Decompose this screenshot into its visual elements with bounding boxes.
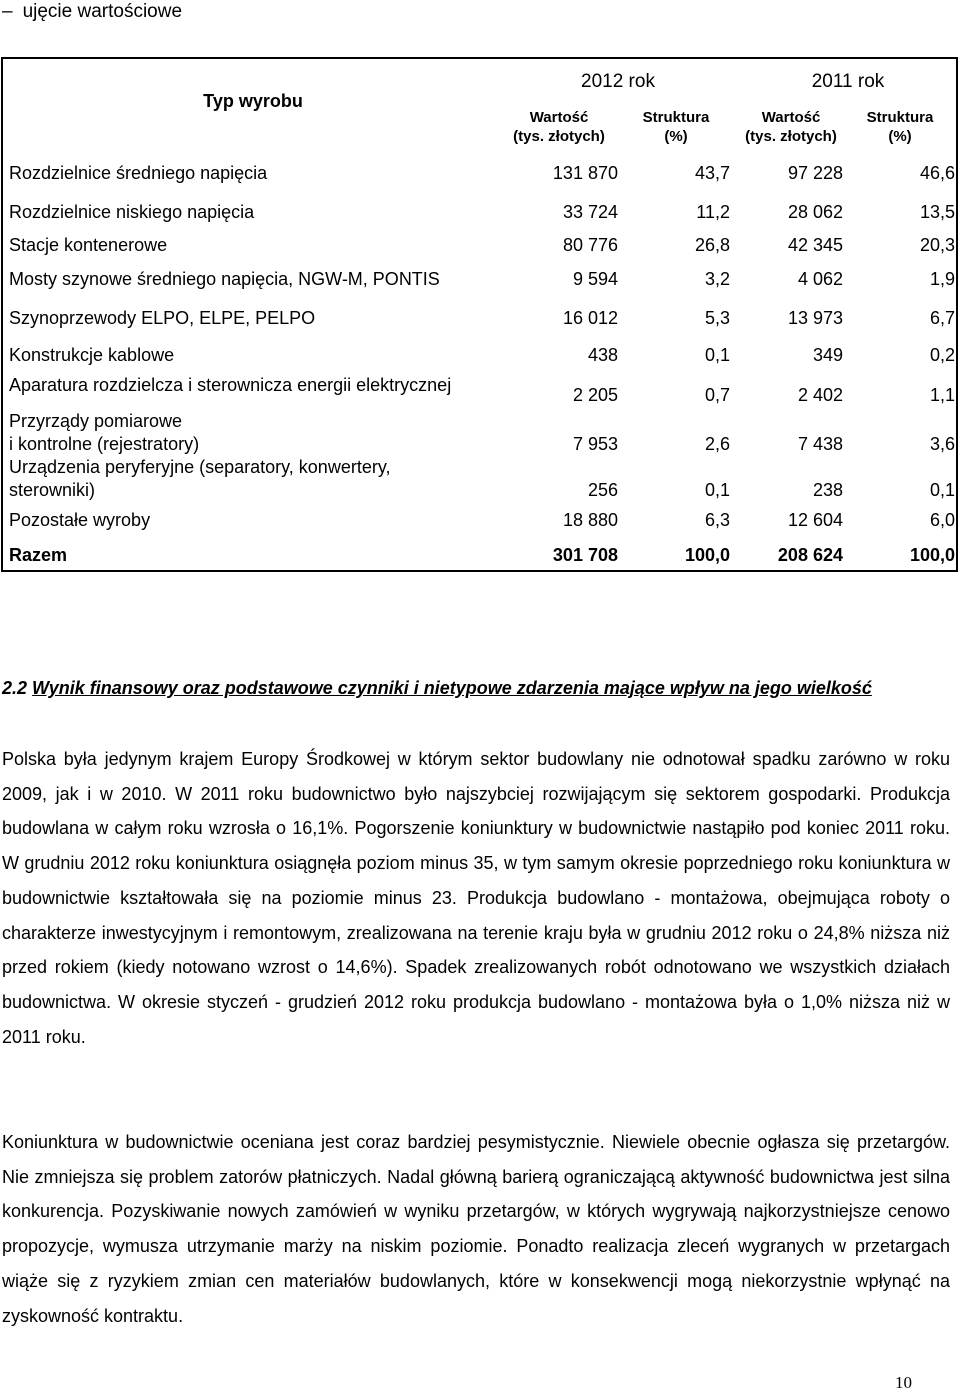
cell-s2012: 6,3: [704, 510, 730, 530]
row-label: [9, 234, 167, 257]
cell-v2011: 238: [812, 480, 843, 500]
cell-s2011: 20,3: [919, 235, 955, 255]
cell-s2012: 26,8: [694, 235, 730, 255]
row-label-line: Mosty szynowe średniego napięcia, NGW-M, PONTIS: [9, 269, 440, 289]
row-label-line: Konstrukcje kablowe: [9, 345, 175, 365]
cell-v2011: 12 604: [787, 510, 843, 530]
header-year-2011: 2011 rok: [811, 71, 885, 92]
cell-v2011: 4 062: [797, 269, 843, 289]
cell-v2012: 7 953: [572, 434, 618, 454]
cell-s2011: 6,0: [929, 510, 955, 530]
cell-v2012: 438: [587, 345, 618, 365]
row-label-line: Rozdzielnice średniego napięcia: [9, 163, 268, 183]
bullet-line: [2, 0, 182, 24]
cell-v2012: 16 012: [562, 308, 618, 328]
cell-s2011: 13,5: [919, 202, 955, 222]
subheader-structure-2012: Struktura (%): [642, 109, 710, 145]
cell-s2011: 1,9: [929, 269, 955, 289]
cell-s2012: 0,1: [704, 345, 730, 365]
row-label-line: i kontrolne (rejestratory): [9, 434, 200, 454]
cell-v2011: 13 973: [787, 308, 843, 328]
cell-v2012: 80 776: [562, 235, 618, 255]
header-product-type: Typ wyrobu: [203, 91, 303, 111]
row-label: [9, 162, 267, 185]
row-label: [9, 201, 254, 224]
header-year-2012: 2012 rok: [581, 71, 655, 92]
cell-v2011: 7 438: [797, 434, 843, 454]
cell-v2012: 33 724: [562, 202, 618, 222]
cell-s2012: 100,0: [684, 545, 730, 565]
row-label: [9, 456, 391, 502]
product-value-table: [1, 57, 958, 572]
section-title: Wynik finansowy oraz podstawowe czynniki i nietypowe zdarzenia mające wpływ na jego wielkość: [32, 678, 872, 698]
cell-s2011: 46,6: [919, 163, 955, 183]
row-label: [9, 509, 150, 532]
cell-s2011: 6,7: [929, 308, 955, 328]
cell-s2012: 43,7: [694, 163, 730, 183]
cell-v2012: 301 708: [552, 545, 618, 565]
row-label-line: Urządzenia peryferyjne (separatory, konwertery,: [9, 457, 391, 477]
section-number: 2.2: [2, 678, 28, 698]
cell-s2012: 5,3: [704, 308, 730, 328]
row-label-line: Szynoprzewody ELPO, ELPE, PELPO: [9, 308, 316, 328]
row-label-line: Stacje kontenerowe: [9, 235, 168, 255]
cell-v2011: 28 062: [787, 202, 843, 222]
cell-v2011: 42 345: [787, 235, 843, 255]
cell-v2012: 2 205: [572, 385, 618, 405]
cell-s2011: 100,0: [909, 545, 955, 565]
total-row-label: [9, 544, 67, 567]
bullet-dash: –: [2, 1, 13, 22]
row-label: [9, 374, 451, 397]
cell-v2011: 349: [812, 345, 843, 365]
cell-s2011: 1,1: [929, 385, 955, 405]
paragraph-2: Koniunktura w budownictwie oceniana jest coraz bardziej pesymistycznie. Niewiele obecnie ogłasza się przetargów. Nie zmniejsza się problem zatorów płatniczych. Nadal główną barierą ograniczającą aktywność budownictwa jest silna konkurencja. Pozyskiwanie nowych zamówień w wyniku przetargów, w których wygrywają najkorzystniejsze cenowo propozycje, wymusza utrzymanie marży na niskim poziomie. Ponadto realizacja zleceń wygranych w przetargach wiąże się z ryzykiem zmian cen materiałów budowlanych, które w konsekwencji mogą niekorzystnie wpłynąć na zyskowność kontraktu.: [2, 1132, 950, 1326]
cell-v2011: 97 228: [787, 163, 843, 183]
cell-v2011: 2 402: [797, 385, 843, 405]
cell-s2011: 0,1: [929, 480, 955, 500]
cell-s2012: 11,2: [696, 202, 730, 222]
cell-s2012: 0,7: [704, 385, 730, 405]
cell-s2012: 3,2: [704, 269, 730, 289]
cell-s2011: 3,6: [929, 434, 955, 454]
row-label-line: sterowniki): [9, 480, 96, 500]
bullet-text: ujęcie wartościowe: [22, 1, 183, 22]
row-label-line: Pozostałe wyroby: [9, 510, 151, 530]
subheader-value-2012: Wartość (tys. złotych): [513, 109, 605, 145]
row-label-line: Rozdzielnice niskiego napięcia: [9, 202, 255, 222]
cell-v2012: 256: [587, 480, 618, 500]
row-label: [9, 344, 174, 367]
page-number: 10: [895, 1373, 912, 1392]
row-label-line: Razem: [9, 545, 68, 565]
row-label-line: Przyrządy pomiarowe: [9, 411, 183, 431]
row-label: [9, 268, 440, 291]
subheader-value-2011: Wartość (tys. złotych): [745, 109, 837, 145]
row-label-line: Aparatura rozdzielcza i sterownicza energii elektrycznej: [9, 375, 452, 395]
section-heading: [2, 678, 872, 699]
cell-v2011: 208 624: [777, 545, 843, 565]
row-label: [9, 307, 315, 330]
cell-v2012: 131 870: [552, 163, 618, 183]
row-label: [9, 410, 199, 456]
cell-s2012: 2,6: [704, 434, 730, 454]
cell-s2011: 0,2: [929, 345, 955, 365]
cell-v2012: 9 594: [572, 269, 618, 289]
paragraph-1: Polska była jedynym krajem Europy Środkowej w którym sektor budowlany nie odnotował spadku zarówno w roku 2009, jak i w 2010. W 2011 roku budownictwo było najszybciej rozwijającym się sektorem gospodarki. Produkcja budowlana w całym roku wzrosła o 16,1%. Pogorszenie koniunktury w budownictwie nastąpiło pod koniec 2011 roku. W grudniu 2012 roku koniunktura osiągnęła poziom minus 35, w tym samym okresie poprzedniego roku koniunktura w budownictwie kształtowała się na poziomie minus 23. Produkcja budowlano - montażowa, obejmująca roboty o charakterze inwestycyjnym i remontowym, zrealizowana na terenie kraju była w grudniu 2012 roku o 24,8% niższa niż przed rokiem (kiedy notowano wzrost o 14,6%). Spadek zrealizowanych robót odnotowano we wszystkich działach budownictwa. W okresie styczeń - grudzień 2012 roku produkcja budowlano - montażowa była o 1,0% niższa niż w 2011 roku.: [2, 749, 950, 1047]
cell-v2012: 18 880: [562, 510, 618, 530]
cell-s2012: 0,1: [704, 480, 730, 500]
subheader-structure-2011: Struktura (%): [866, 109, 934, 145]
